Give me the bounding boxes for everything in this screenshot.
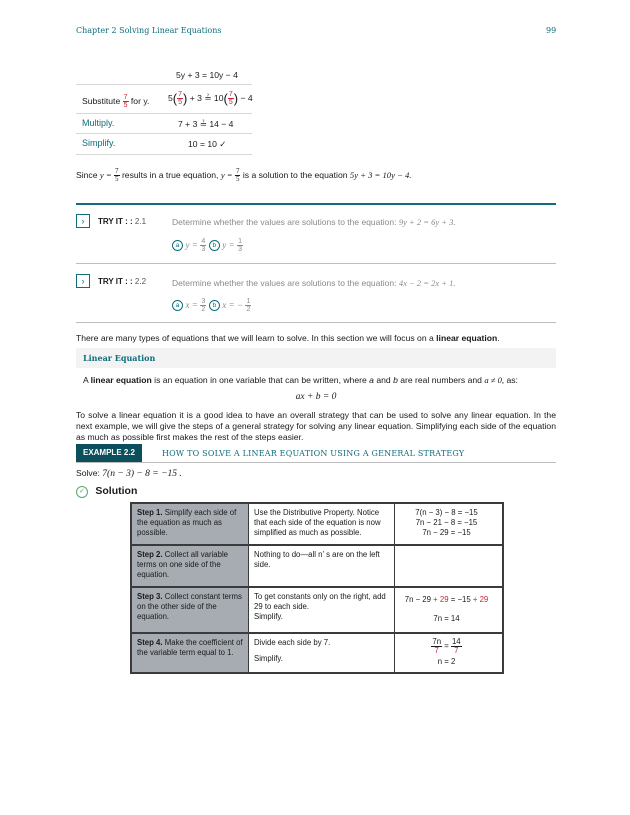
section-divider — [76, 203, 556, 205]
choice-a-icon: a — [172, 300, 183, 311]
solution-heading: ✓ Solution — [76, 485, 137, 498]
tryit-expand-button[interactable]: › — [76, 214, 90, 228]
tryit-question: Determine whether the values are solutions to the equation: 4x − 2 = 2x + 1. — [172, 278, 456, 288]
strategy-paragraph: To solve a linear equation it is a good idea to have an overall strategy that can be used to solve any linear equation. In the next example, we will give the steps of a general strategy for solving any linear equation. Simplifying each side of the equation as much as possible first makes the rest of the steps easier. — [76, 410, 556, 442]
multiply-label: Multiply. — [82, 118, 115, 128]
choice-b-icon: b — [209, 300, 220, 311]
tryit-question: Determine whether the values are solutions to the equation: 9y + 2 = 6y + 3. — [172, 217, 456, 227]
example-tag: EXAMPLE 2.2 — [76, 444, 142, 462]
tryit-divider — [76, 322, 556, 323]
simplify-label: Simplify. — [82, 138, 116, 148]
substitute-row — [76, 84, 252, 113]
table-row: Step 2. Collect all variable terms on one side of the equation. Nothing to do—all n’ s are on the left side. — [132, 544, 502, 586]
choice-b-icon: b — [209, 240, 220, 251]
chapter-header: Chapter 2 Solving Linear Equations — [76, 26, 222, 35]
page-number: 99 — [546, 26, 557, 35]
definition-box — [76, 348, 556, 406]
substitute-value: 5( $\frac{7}{5}$ ) + 3 ≟ 10( $\frac{7}{5}$ ) − 4 — [168, 91, 253, 106]
tryit-divider — [76, 263, 556, 264]
substitution-table — [76, 66, 252, 155]
substitution-equation: 5y + 3 = 10y − 4 — [176, 70, 238, 80]
multiply-value: 7 + 3 ≟ 14 − 4 — [178, 119, 234, 129]
tryit-choices: a y = $\frac{4}{3}$ b y = $\frac{1}{3}$ — [172, 238, 243, 253]
table-row: Step 3. Collect constant terms on the other side of the equation. To get constants only on the right, add 29 to each side. Simplify. 7n − 29 + 29 = −15 + 29 7n = 14 — [132, 586, 502, 632]
check-circle-icon: ✓ — [76, 486, 88, 498]
tryit-label: TRY IT : : 2.2 — [98, 277, 147, 286]
example-title: HOW TO SOLVE A LINEAR EQUATION USING A GENERAL STRATEGY — [162, 449, 465, 458]
substitute-label: Substitute — [82, 95, 121, 106]
definition-title: Linear Equation — [83, 353, 156, 363]
simplify-row — [76, 133, 252, 155]
example-header — [76, 444, 556, 463]
substitute-label-end: for y. — [130, 95, 150, 106]
intro-paragraph: There are many types of equations that we will learn to solve. In this section we will focus on a linear equation. — [76, 333, 500, 343]
tryit-expand-button[interactable]: › — [76, 274, 90, 288]
example-problem: Solve: 7(n − 3) − 8 = −15 . — [76, 468, 182, 479]
choice-a-icon: a — [172, 240, 183, 251]
multiply-row — [76, 113, 252, 133]
tryit-choices: a x = $\frac{3}{2}$ b x = − $\frac{1}{2}$ — [172, 298, 251, 313]
fraction: $\frac{7}{5}$ — [123, 94, 128, 109]
tryit-label: TRY IT : : 2.1 — [98, 217, 147, 226]
steps-table — [130, 502, 504, 674]
table-row: Step 4. Make the coefficient of the variable term equal to 1. Divide each side by 7. Simplify. $\frac{7n}{7}$ = $\frac{14}{7}$ n = 2 — [132, 632, 502, 672]
definition-text: A linear equation is an equation in one variable that can be written, where a and b are real numbers and a ≠ 0, as: — [83, 375, 518, 385]
since-sentence: Since y = $\frac{7}{5}$ results in a true equation, y = $\frac{7}{5}$ is a solution to the equation 5y + 3 = 10y − 4. — [76, 167, 412, 183]
simplify-value: 10 = 10 ✓ — [188, 139, 227, 149]
table-row: Step 1. Simplify each side of the equation as much as possible. Use the Distributive Property. Notice that each side of the equation is now simplified as much as possible. 7(n − 3) − 8 = −15 7n − 21 − 8 = −15 7n − 29 = −15 — [132, 504, 502, 544]
definition-formula: ax + b = 0 — [295, 392, 337, 402]
